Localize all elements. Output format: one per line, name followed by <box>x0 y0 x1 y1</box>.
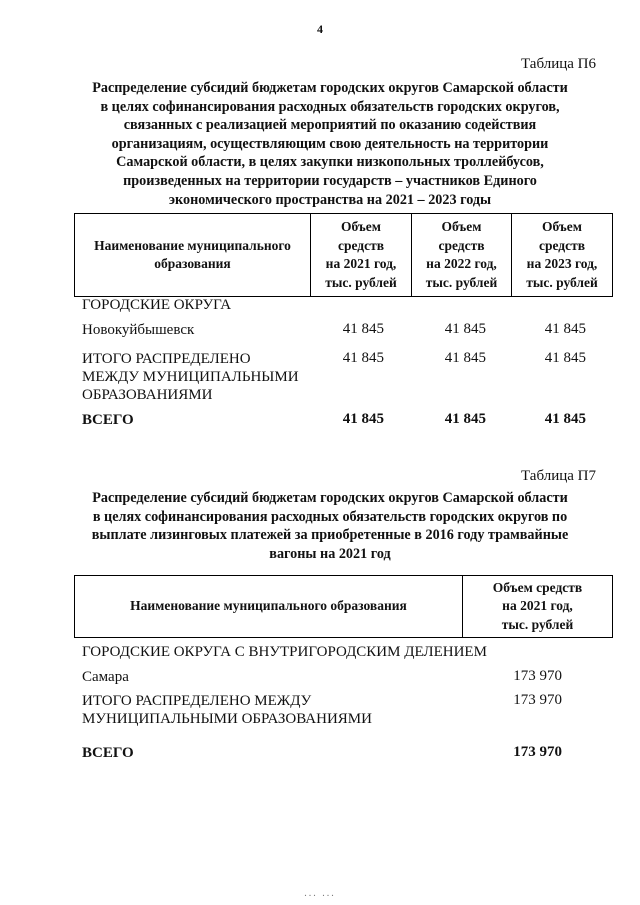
table-p7-header <box>74 575 613 638</box>
header-2022: Объем средств на 2022 год, тыс. рублей <box>412 214 512 297</box>
row-name: ИТОГО РАСПРЕДЕЛЕНО МЕЖДУ МУНИЦИПАЛЬНЫМИ ОБРАЗОВАНИЯМИ <box>82 351 299 403</box>
title-line: в целях софинансирования расходных обязательств городских округов по <box>92 508 568 525</box>
title-line: экономического пространства на 2021 – 2023 годы <box>168 191 492 208</box>
total-label: ВСЕГО <box>82 412 134 428</box>
header-name: Наименование муниципального образования <box>75 214 311 297</box>
table-p7-title <box>60 489 600 563</box>
row-name: ИТОГО РАСПРЕДЕЛЕНО МЕЖДУ МУНИЦИПАЛЬНЫМИ ОБРАЗОВАНИЯМИ <box>82 693 372 727</box>
total-value-2022: 41 845 <box>444 411 486 427</box>
row-name: Самара <box>82 669 129 685</box>
table-p6-label: Таблица П6 <box>521 56 596 72</box>
row-name: Новокуйбышевск <box>82 322 195 338</box>
row-value-2022: 41 845 <box>444 350 486 366</box>
header-2023: Объем средств на 2023 год, тыс. рублей <box>512 214 613 297</box>
table-p6-title <box>60 79 600 209</box>
title-line: выплате лизинговых платежей за приобретенные в 2016 году трамвайные <box>91 527 569 544</box>
section-label: ГОРОДСКИЕ ОКРУГА С ВНУТРИГОРОДСКИМ ДЕЛЕНИЕМ <box>82 644 487 660</box>
title-line: Распределение субсидий бюджетам городских округов Самарской области <box>92 80 568 96</box>
total-value-2021: 173 970 <box>513 744 562 760</box>
total-value-2023: 41 845 <box>544 411 586 427</box>
title-line: произведенных на территории государств – участников Единого <box>123 172 537 189</box>
row-value-2023: 41 845 <box>544 321 586 337</box>
header-2021: Объем средств на 2021 год, тыс. рублей <box>463 576 613 638</box>
title-line: организациям, осуществляющим свою деятельность на территории <box>111 135 549 152</box>
table-p6-header <box>74 213 613 297</box>
total-label: ВСЕГО <box>82 745 134 761</box>
row-value-2021: 173 970 <box>513 692 562 708</box>
row-value-2021: 173 970 <box>513 668 562 684</box>
row-value-2021: 41 845 <box>342 350 384 366</box>
page-number: 4 <box>317 22 323 36</box>
row-value-2023: 41 845 <box>544 350 586 366</box>
row-value-2021: 41 845 <box>342 321 384 337</box>
title-line: Распределение субсидий бюджетам городских округов Самарской области <box>92 490 568 506</box>
title-line: Самарской области, в целях закупки низкопольных троллейбусов, <box>116 154 544 171</box>
table-p7-label: Таблица П7 <box>521 468 596 484</box>
section-label: ГОРОДСКИЕ ОКРУГА <box>82 297 232 313</box>
title-line: связанных с реализацией мероприятий по оказанию содействия <box>123 117 537 134</box>
total-value-2021: 41 845 <box>342 411 384 427</box>
header-2021: Объем средств на 2021 год, тыс. рублей <box>311 214 412 297</box>
title-line: в целях софинансирования расходных обязательств городских округов, <box>100 98 560 115</box>
footer-marks: ... ... <box>304 888 336 899</box>
header-name: Наименование муниципального образования <box>75 576 463 638</box>
title-line: вагоны на 2021 год <box>269 545 391 562</box>
row-value-2022: 41 845 <box>444 321 486 337</box>
